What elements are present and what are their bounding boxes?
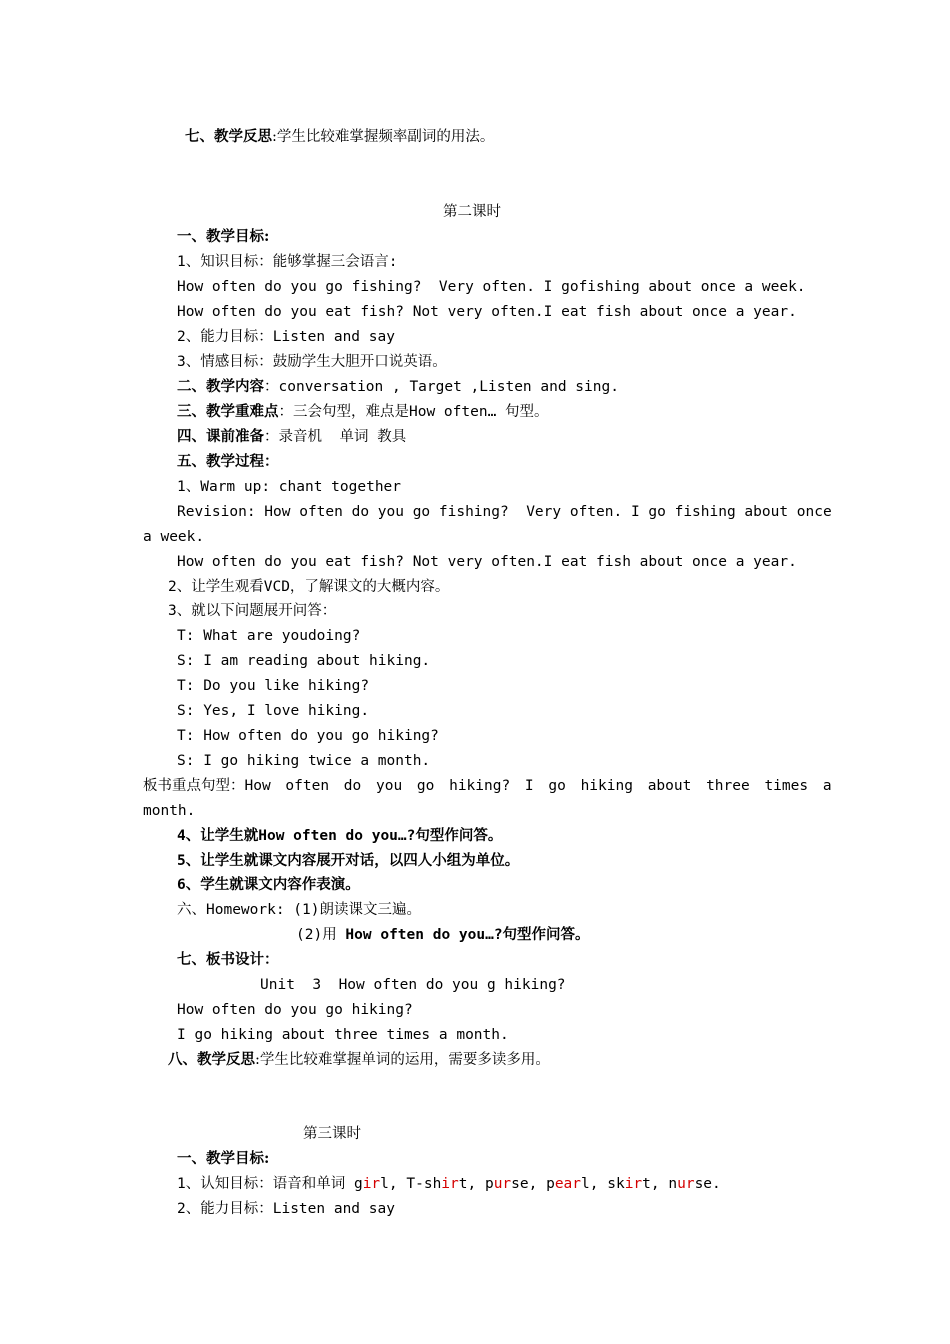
lesson-3-title: 第三课时: [303, 1126, 361, 1142]
board-design-answer: I go hiking about three times a month.: [177, 1027, 509, 1043]
word-part: l,: [581, 1176, 608, 1192]
phonics-words: [354, 1176, 721, 1192]
homework-2-prefix: (2)用: [296, 927, 346, 943]
dialogue-line-1: T: What are youdoing?: [177, 628, 361, 644]
l2-reflection-text: :学生比较难掌握单词的运用，需要多读多用。: [255, 1052, 550, 1068]
l2-revision-cont: a week.: [143, 529, 205, 545]
l2-emotion-goal: 3、情感目标：鼓励学生大胆开口说英语。: [177, 354, 447, 370]
board-design-question: How often do you go hiking?: [177, 1002, 413, 1018]
l2-sentence-b: How often do you eat fish? Not very often.I eat fish about once a year.: [177, 304, 797, 320]
word-part: n: [668, 1176, 678, 1192]
word-part: t,: [458, 1176, 485, 1192]
l2-prep-text: ：录音机 单词 教具: [264, 429, 407, 445]
l2-sentence-a: How often do you go fishing? Very often. I gofishing about once a week.: [177, 279, 806, 295]
l2-homework-1: 六、Homework: (1)朗读课文三遍。: [177, 902, 421, 918]
phonics-word: [607, 1176, 668, 1192]
board-key-sentence: 板书重点句型：How often do you go hiking? I go hiking about three times a: [143, 778, 832, 794]
word-highlight: ur: [493, 1176, 512, 1192]
word-part: t,: [642, 1176, 669, 1192]
l2-revision: Revision: How often do you go fishing? Very often. I go fishing about once: [177, 504, 832, 520]
l2-step-3: 3、就以下问题展开问答：: [168, 603, 337, 619]
l3-objectives-heading: 一、教学目标:: [177, 1150, 270, 1167]
l2-keypoints-label: 三、教学重难点: [177, 403, 279, 420]
reflection-text: :学生比较难掌握频率副词的用法。: [272, 129, 495, 145]
l2-prep-label: 四、课前准备: [177, 428, 264, 445]
board-key-sentence-cont: month.: [143, 803, 196, 819]
l3-cognitive-label: 1、认知目标：语音和单词: [177, 1176, 354, 1192]
phonics-word: [406, 1176, 485, 1192]
l2-reflection-label: 八、教学反思: [168, 1051, 255, 1068]
dialogue-line-4: S: Yes, I love hiking.: [177, 703, 370, 719]
word-part: T-sh: [406, 1176, 442, 1192]
l2-ability-goal: 2、能力目标：Listen and say: [177, 329, 395, 345]
l2-step-6: 6、学生就课文内容作表演。: [177, 877, 360, 893]
dialogue-line-2: S: I am reading about hiking.: [177, 653, 431, 669]
phonics-word: [354, 1176, 406, 1192]
l2-content-line: [177, 377, 619, 397]
word-part: se.: [694, 1176, 721, 1192]
word-highlight: ir: [362, 1176, 381, 1192]
phonics-word: [668, 1176, 720, 1192]
l2-content-text: ：conversation , Target ,Listen and sing.: [264, 379, 619, 395]
l2-step-2: 2、让学生观看VCD，了解课文的大概内容。: [168, 579, 450, 595]
word-part: l,: [380, 1176, 407, 1192]
phonics-word: [485, 1176, 546, 1192]
word-part: se,: [511, 1176, 547, 1192]
l2-content-label: 二、教学内容: [177, 378, 264, 395]
word-highlight: ir: [624, 1176, 643, 1192]
l2-revision-2: How often do you eat fish? Not very often.I eat fish about once a year.: [177, 554, 797, 570]
l3-ability-goal: 2、能力目标：Listen and say: [177, 1201, 395, 1217]
dialogue-line-6: S: I go hiking twice a month.: [177, 753, 431, 769]
word-part: p: [546, 1176, 555, 1192]
l2-keypoints-line: [177, 402, 549, 422]
l2-board-design-heading: 七、板书设计：: [177, 951, 279, 968]
word-highlight: ear: [554, 1176, 582, 1192]
l3-cognitive-goal: [177, 1174, 721, 1194]
l2-knowledge-goal: 1、知识目标：能够掌握三会语言:: [177, 254, 398, 270]
l2-prep-line: [177, 427, 406, 447]
word-part: p: [484, 1176, 494, 1192]
dialogue-line-3: T: Do you like hiking?: [177, 678, 370, 694]
l2-step-4: 4、让学生就How often do you…?句型作问答。: [177, 828, 503, 844]
l2-homework-2: [296, 925, 590, 945]
l2-process-heading: 五、教学过程：: [177, 453, 279, 470]
homework-2-text: How often do you…?句型作问答。: [345, 927, 590, 943]
dialogue-line-5: T: How often do you go hiking?: [177, 728, 439, 744]
lesson-2-title: 第二课时: [443, 204, 501, 220]
word-highlight: ur: [677, 1176, 695, 1192]
l2-keypoints-text: ：三会句型，难点是How often… 句型。: [278, 404, 549, 420]
word-part: sk: [607, 1176, 625, 1192]
l2-objectives-heading: 一、教学目标:: [177, 228, 270, 245]
l2-reflection-line: [168, 1050, 550, 1070]
phonics-word: [546, 1176, 607, 1192]
reflection-line-1: [185, 127, 494, 147]
board-design-title: Unit 3 How often do you g hiking?: [260, 977, 566, 993]
l2-step-5: 5、让学生就课文内容展开对话，以四人小组为单位。: [177, 853, 520, 869]
reflection-label: 七、教学反思: [185, 128, 272, 145]
word-highlight: ir: [441, 1176, 459, 1192]
l2-warmup: 1、Warm up: chant together: [177, 479, 402, 495]
word-part: g: [353, 1176, 363, 1192]
